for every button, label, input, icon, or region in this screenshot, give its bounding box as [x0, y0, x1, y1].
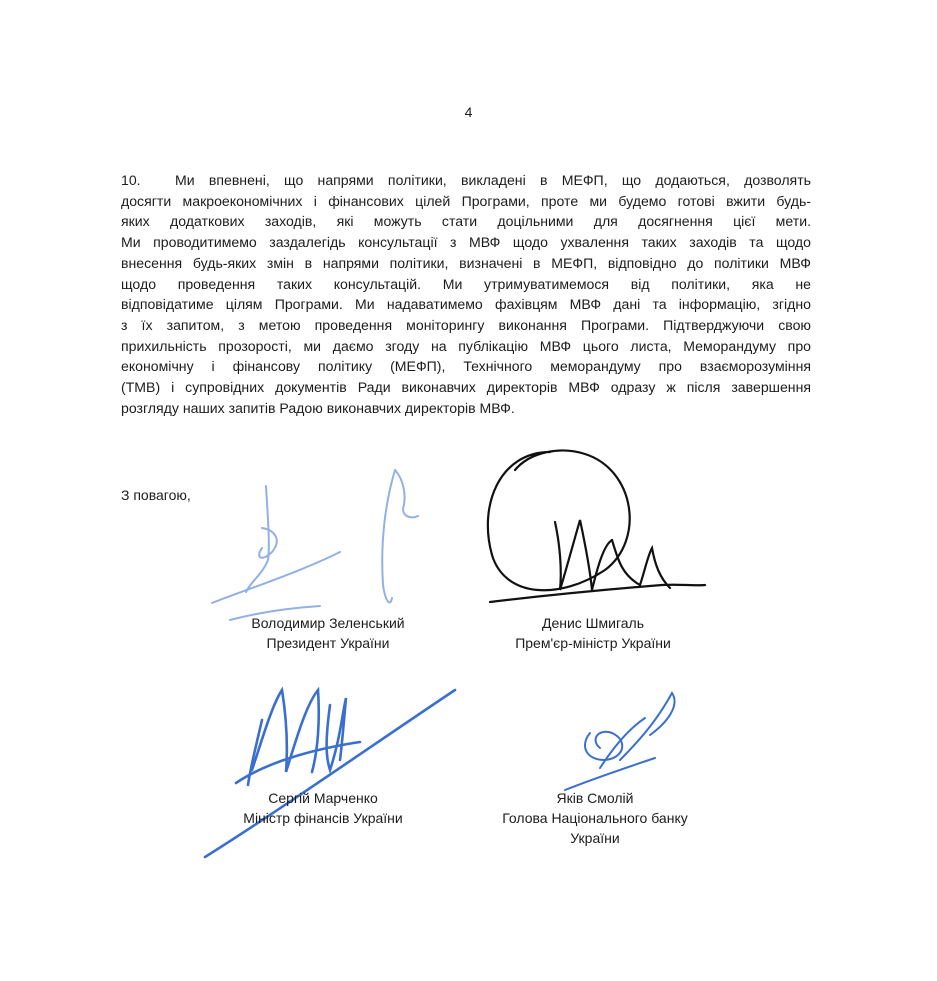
- paragraph-line: Ми проводитимемо заздалегідь консультації з МВФ щодо ухвалення таких заходів та щодо: [121, 234, 811, 251]
- paragraph-number: 10.: [121, 172, 141, 188]
- paragraph-line: яких додаткових заходів, які можуть стати доцільними для досягнення цієї мети.: [121, 213, 811, 230]
- shmyhal-signature: [488, 451, 705, 602]
- closing-salutation: З повагою,: [121, 487, 191, 503]
- paragraph-line: розгляду наших запитів Радою виконавчих директорів МВФ.: [121, 399, 515, 416]
- paragraph-line: (ТМВ) і супровідних документів Ради виконавчих директорів МВФ одразу ж після завершення: [121, 379, 811, 396]
- paragraph-line: внесення будь-яких змін в напрями політики, визначені в МЕФП, відповідно до політики МВФ: [121, 254, 811, 271]
- paragraph-line: відповідатиме цілям Програми. Ми надаватимемо фахівцям МВФ дані та інформацію, згідно: [121, 296, 811, 313]
- paragraph-line: 10. Ми впевнені, що напрями політики, викладені в МЕФП, що додаються, дозволять: [121, 170, 811, 191]
- signatory-title: України: [570, 830, 620, 846]
- signatory-name: Сергій Марченко: [268, 790, 378, 806]
- paragraph-line: з їх запитом, з метою проведення моніторингу виконання Програми. Підтверджуючи свою: [121, 316, 811, 333]
- signatory-smoliy: [480, 788, 710, 848]
- signatory-title: Голова Національного банку: [502, 810, 688, 826]
- paragraph-10: [121, 170, 811, 418]
- smoliy-signature: [565, 693, 675, 790]
- signatory-marchenko: [218, 788, 428, 828]
- signatory-name: Володимир Зеленський: [251, 615, 405, 631]
- paragraph-line: економічну і фінансову політику (МЕФП), Технічного меморандуму про взаєморозуміння: [121, 358, 811, 375]
- marchenko-signature: [205, 690, 455, 857]
- page-number: 4: [464, 104, 473, 120]
- signatory-name: Яків Смолій: [556, 790, 634, 806]
- signatory-title: Міністр фінансів України: [243, 810, 403, 826]
- signatory-title: Президент України: [266, 635, 390, 651]
- zelensky-signature: [212, 470, 418, 620]
- paragraph-line: досягти макроекономічних і фінансових цілей Програми, проте ми будемо готові вжити будь-: [121, 192, 811, 209]
- signatory-zelensky: [228, 613, 428, 653]
- signatory-shmyhal: [488, 613, 698, 653]
- signatory-name: Денис Шмигаль: [541, 615, 645, 631]
- signatory-title: Прем'єр-міністр України: [515, 635, 671, 651]
- paragraph-line: щодо проведення таких консультацій. Ми утримуватимемося від політики, яка не: [121, 275, 811, 292]
- paragraph-line: прихильність прозорості, ми даємо згоду на публікацію МВФ цього листа, Меморандуму про: [121, 337, 811, 354]
